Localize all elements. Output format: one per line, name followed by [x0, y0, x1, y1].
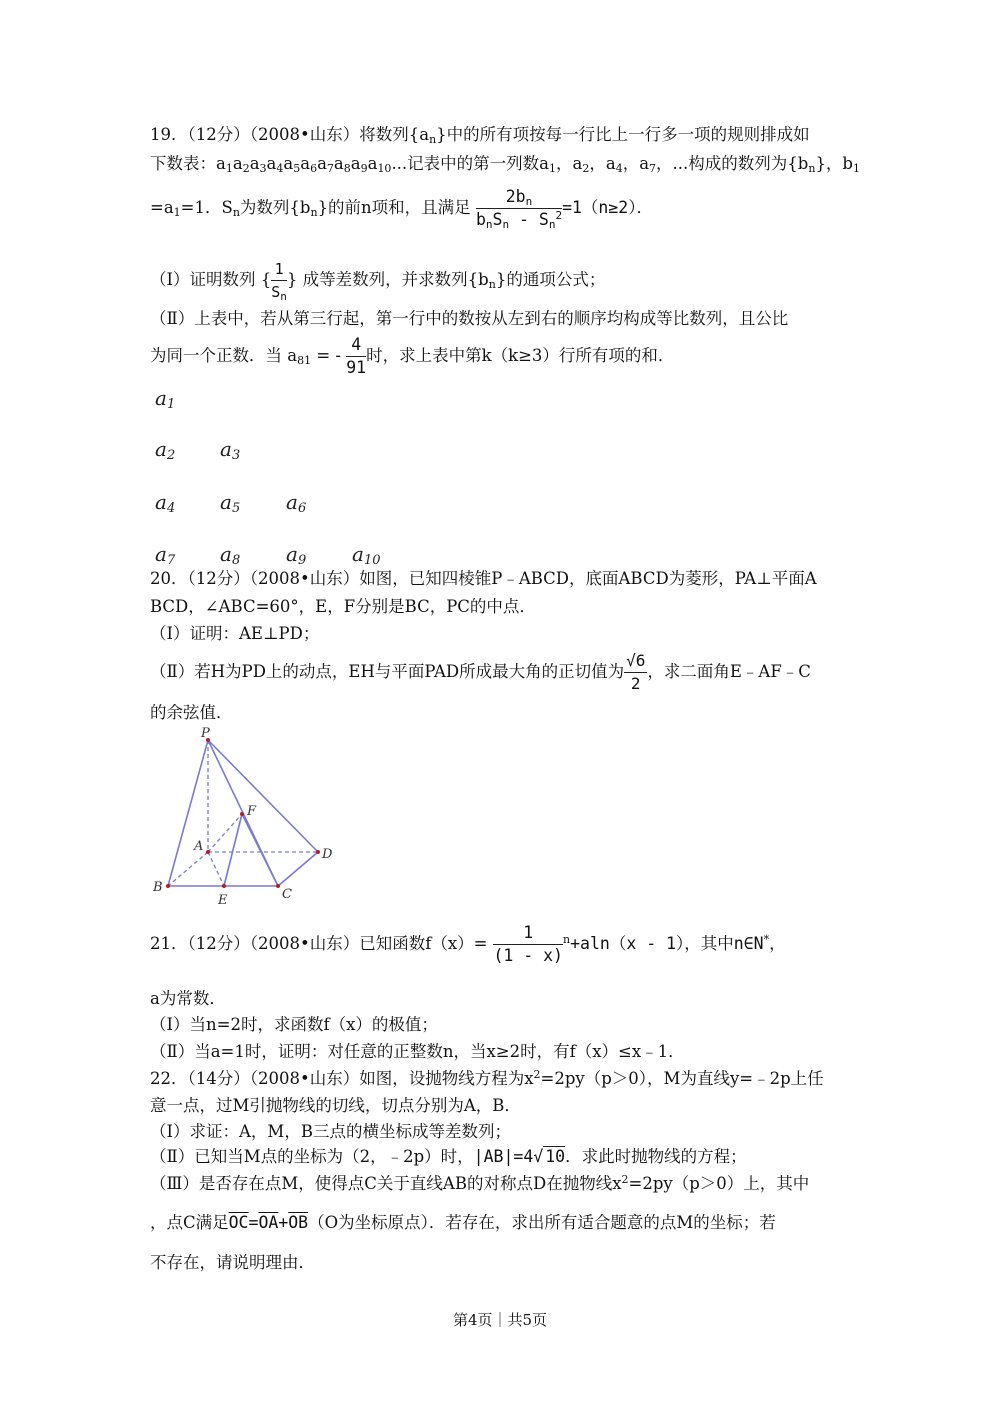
table-entry-a4: $a_4$ [155, 490, 176, 516]
table-entry-a3: $a_3$ [220, 437, 241, 463]
point-F [240, 812, 244, 816]
label-A: A [194, 839, 204, 854]
edge-FC [242, 814, 278, 886]
q19-part-2: （Ⅱ）上表中，若从第三行起，第一行中的数按从左到右的顺序均构成等比数列，且公比 [150, 309, 789, 328]
q19-condition-fraction: $\frac{2b_n}{b_nS_n - S_n^2}$ [475, 187, 563, 231]
point-A [206, 850, 210, 854]
q22-part-2: （Ⅱ）已知当M点的坐标为（2，﹣2p）时，|AB|=4√ 10．求此时抛物线的方程； [150, 1147, 747, 1166]
page-footer: 第4页｜共5页 [452, 1311, 548, 1329]
point-E [222, 884, 226, 888]
q20-line-2: BCD，∠ABC=60°，E，F分别是BC，PC的中点． [150, 597, 536, 616]
q19-part-1: （Ⅰ）证明数列 { $\frac{1}{S_n}$ } 成等差数列，并求数列$\{b_n\}$的通项公式； [150, 260, 606, 303]
edge-AE [208, 852, 224, 886]
table-entry-a6: $a_6$ [286, 490, 307, 516]
q21-line-2: a为常数． [150, 989, 226, 1008]
table-entry-a9: $a_9$ [286, 542, 307, 568]
table-entry-a7: $a_7$ [155, 542, 176, 568]
q22-line-2: 意一点，过M引抛物线的切线，切点分别为A，B． [150, 1096, 521, 1115]
q22-part-1: （Ⅰ）求证：A，M，B三点的横坐标成等差数列； [150, 1122, 511, 1141]
q20-part-1: （Ⅰ）证明：AE⊥PD； [150, 624, 320, 643]
point-C [276, 884, 280, 888]
q19-part-2-cont: 为同一个正数．当 $a_{81}$ = - $\frac{4}{91}$ 时，求上表中第k（k≥3）行所有项的和． [150, 335, 675, 377]
table-entry-a8: $a_8$ [220, 542, 241, 568]
label-E: E [218, 893, 228, 908]
q21-line-1: 21．（12分）（2008•山东）已知函数f（x）= $\frac{1}{(1 - x)}$ $^n$+aln（x - 1），其中n∈N*， [150, 923, 786, 965]
edge-AB [168, 852, 208, 886]
label-D: D [322, 847, 333, 862]
label-P: P [201, 726, 210, 741]
edge-PD [208, 740, 318, 852]
q19-line-3: $=a_1=1$．$S_n$为数列$\{b_n\}$的前n项和，且满足 $\frac{2b_n}{b_nS_n - S_n^2}$ =1（n≥2）． [150, 187, 653, 231]
table-entry-a2: $a_2$ [155, 437, 176, 463]
q22-line-1: 22．（14分）（2008•山东）如图，设抛物线方程为$x^2=2py(p>0)$，M为直线y=﹣2p上任 [150, 1068, 824, 1088]
point-D [316, 850, 320, 854]
q20-part-2: （Ⅱ）若H为PD上的动点，EH与平面PAD所成最大角的正切值为 $\frac{√6}{2}$ ，求二面角E﹣AF﹣C [150, 651, 811, 693]
q20-line-1: 20．（12分）（2008•山东）如图，已知四棱锥P﹣ABCD，底面ABCD为菱形，PA⊥平面A [150, 569, 817, 588]
label-C: C [282, 887, 292, 902]
table-entry-a5: $a_5$ [220, 490, 241, 516]
q22-part-3-cont: ，点C满足$\overline{OC}=\overline{OA}+\overline{OB}(O$为坐标原点）．若存在，求出所有适合题意的点M的坐标；若 [150, 1213, 776, 1232]
q20-part-2-cont: 的余弦值． [150, 703, 233, 722]
table-entry-a10: $a_{10}$ [352, 542, 381, 568]
table-entry-a1: $a_1$ [155, 386, 176, 412]
edge-CD [278, 852, 318, 886]
pyramid-figure [140, 722, 350, 912]
q22-part-3: （Ⅲ）是否存在点M，使得点C关于直线AB的对称点D在抛物线$x^2=2py(p>0)$上，其中 [150, 1173, 810, 1193]
label-F: F [247, 804, 257, 819]
edge-PB [168, 740, 208, 886]
point-B [166, 884, 170, 888]
q19-line-1: 19．（12分）（2008•山东）将数列$\{a_n\}$中的所有项按每一行比上一行多一项的规则排成如 [150, 125, 810, 146]
q22-part-3-end: 不存在，请说明理由． [150, 1253, 315, 1272]
q21-part-2: （Ⅱ）当a=1时，证明：对任意的正整数n，当x≥2时，有f（x）≤x﹣1． [150, 1042, 685, 1061]
q19-line-2: 下数表：$a_1a_2a_3a_4a_5a_6a_7a_8a_9a_{10}$...记表中的第一列数$a_1$，$a_2$，$a_4$，$a_7$，...构成的数列为$\{b_n\}$，$b_1$ [150, 154, 860, 175]
q21-part-1: （Ⅰ）当n=2时，求函数f（x）的极值； [150, 1015, 438, 1034]
label-B: B [153, 880, 163, 895]
